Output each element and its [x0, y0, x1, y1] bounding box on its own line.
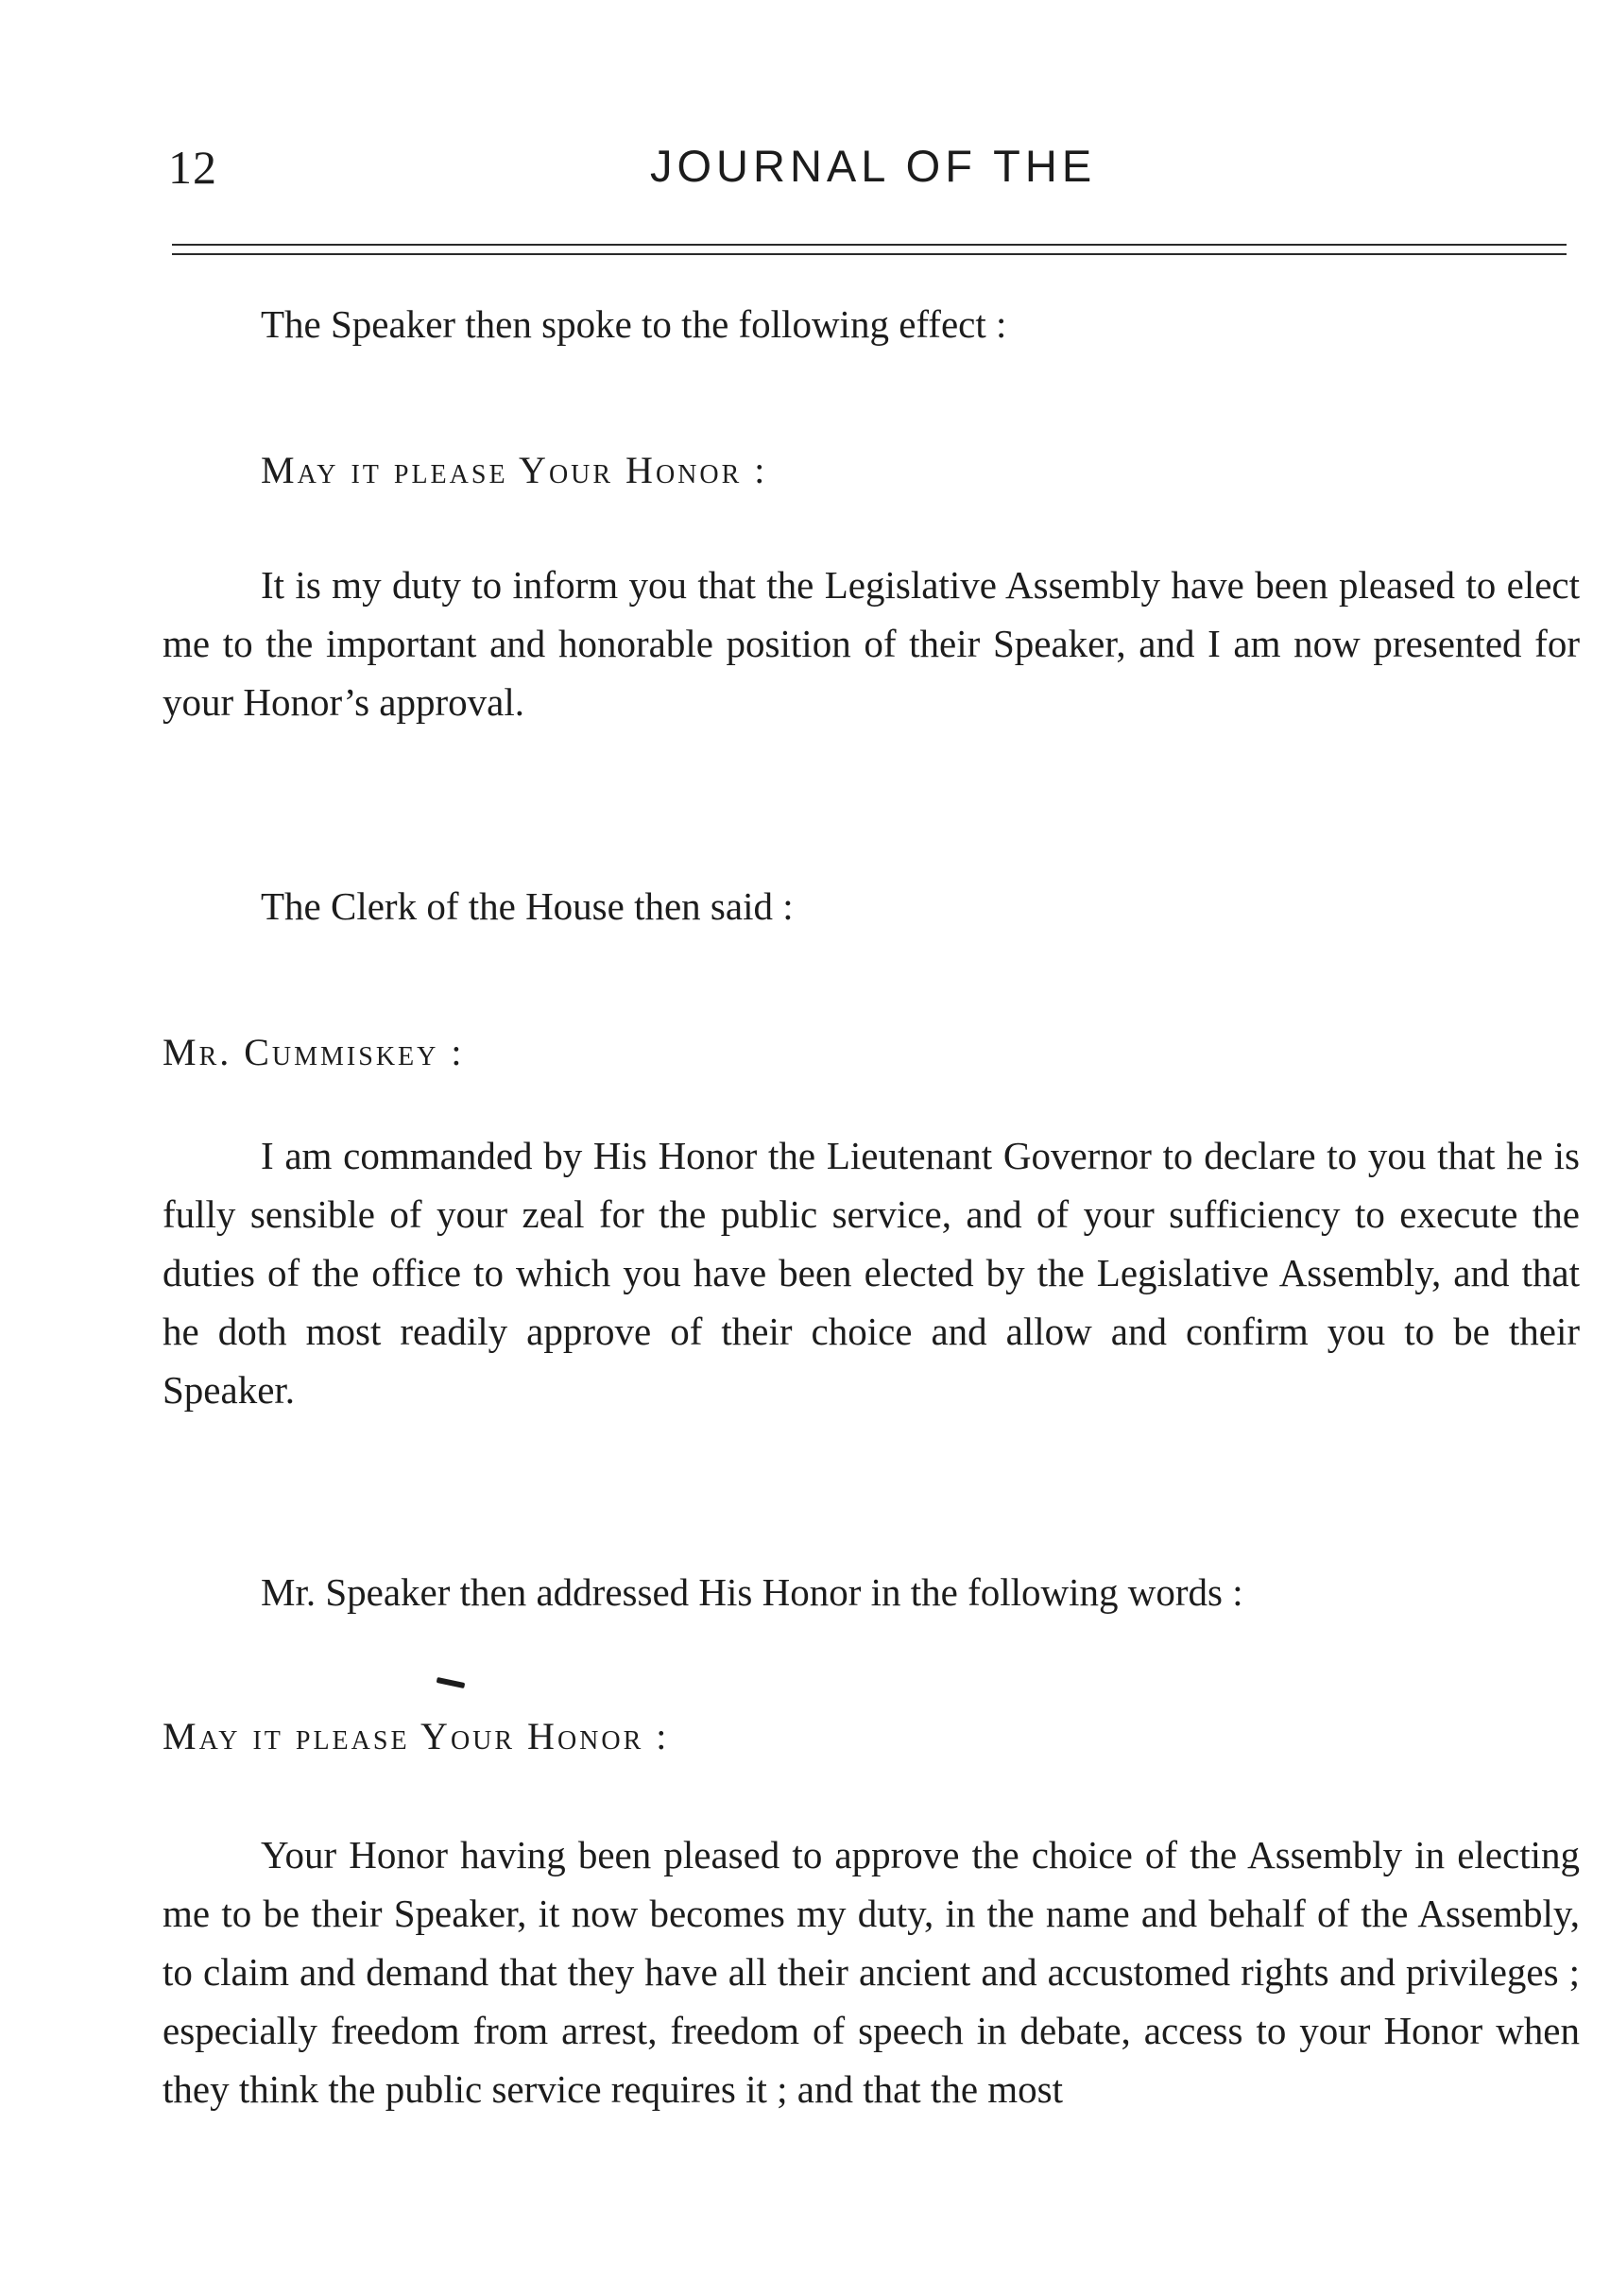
reply-intro-line: Mr. Speaker then addressed His Honor in the following words :	[261, 1570, 1243, 1614]
page-header	[168, 140, 1567, 197]
clerk-intro-line: The Clerk of the House then said :	[261, 884, 794, 928]
header-rule-bottom	[172, 253, 1567, 255]
ink-mark	[437, 1677, 466, 1688]
salutation-your-honor-1: May it please Your Honor :	[261, 449, 768, 491]
reply-statement-paragraph: Your Honor having been pleased to approve the choice of the Assembly in electing me to be their Speaker, it now becomes my duty, in the name and behalf of the Assembly, to claim and demand that they have all their ancient and accustomed rights and privileges ; especially freedom from arrest, freedom of speech in debate, access to your Honor when they think the public service requires it ; and that the most	[163, 1833, 1580, 2111]
speaker-intro-line: The Speaker then spoke to the following effect :	[261, 302, 1007, 346]
page-number: 12	[168, 141, 217, 194]
salutation-your-honor-2: May it please Your Honor :	[163, 1715, 670, 1757]
salutation-mr-cummiskey: Mr. Cummiskey :	[163, 1031, 465, 1073]
clerk-statement-paragraph: I am commanded by His Honor the Lieutenant Governor to declare to you that he is fully sensible of your zeal for the public service, and of your sufficiency to execute the duties of the office to which you have been elected by the Legislative Assembly, and that he doth most readily approve of their choice and allow and confirm you to be their Speaker.	[163, 1134, 1580, 1412]
running-head: JOURNAL OF THE	[650, 141, 1097, 191]
header-rule-top	[172, 244, 1567, 246]
speaker-statement-paragraph: It is my duty to inform you that the Legislative Assembly have been pleased to elect me to the important and honorable position of their Speaker, and I am now presented for your Honor’s approval.	[163, 563, 1580, 724]
